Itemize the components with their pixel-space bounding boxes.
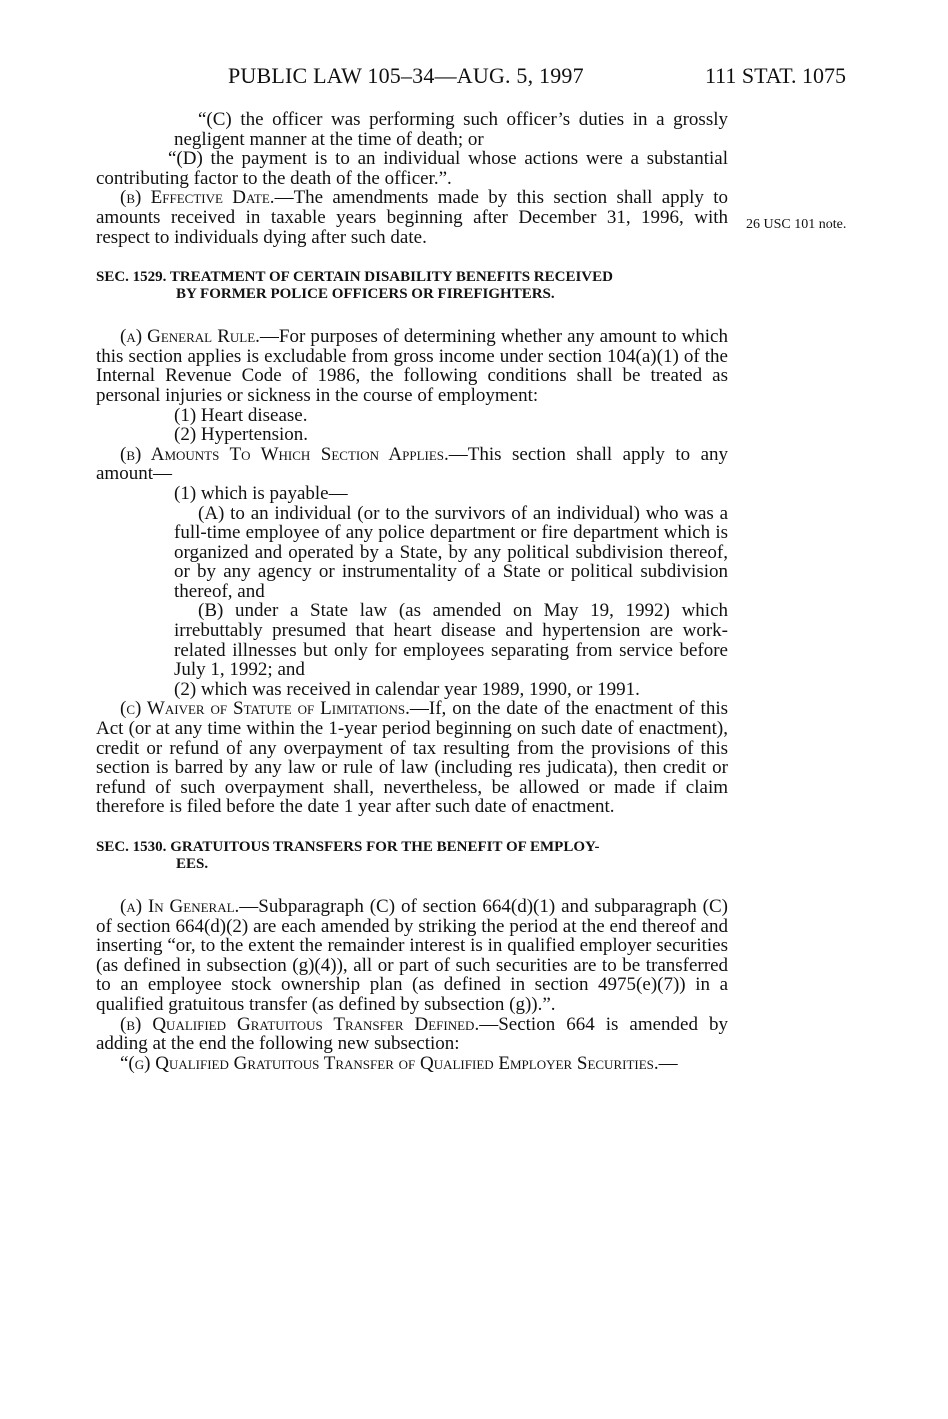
in-general-heading: (a) In General. bbox=[120, 896, 240, 917]
section-1530-title-line-1: GRATUITOUS TRANSFERS FOR THE BENEFIT OF EMPLOY- bbox=[170, 839, 600, 855]
waiver-heading: (c) Waiver of Statute of Limitations. bbox=[120, 698, 410, 720]
amounts-item-2: (2) which was received in calendar year 1989, 1990, or 1991. bbox=[174, 678, 640, 700]
section-1530-heading bbox=[96, 839, 728, 873]
amounts-paragraph bbox=[96, 445, 728, 484]
amounts-item-1b: (B) under a State law (as amended on May 19, 1992) which irrebuttably presumed that heart disease and hypertension are work-related illnesses but only for employees separating from service before July 1, 1992; and bbox=[174, 600, 728, 681]
general-rule-paragraph bbox=[96, 327, 728, 405]
subsection-g-paragraph bbox=[96, 1054, 728, 1074]
subsection-g-heading: “(g) Qualified Gratuitous Transfer of Qualified Employer Securities. bbox=[120, 1052, 659, 1074]
page-statute-number: 111 STAT. 1075 bbox=[705, 63, 847, 88]
effective-date-paragraph bbox=[96, 188, 728, 247]
running-header: PUBLIC LAW 105–34—AUG. 5, 1997 bbox=[228, 63, 584, 88]
subsection-g-text: — bbox=[658, 1052, 678, 1074]
section-1529-title-line-2: BY FORMER POLICE OFFICERS OR FIREFIGHTERS. bbox=[176, 286, 555, 303]
amounts-heading: (b) Amounts To Which Section Applies. bbox=[120, 443, 449, 465]
section-1530-title-line-2: EES. bbox=[176, 856, 209, 872]
paragraph-d: “(D) the payment is to an individual whose actions were a substantial contributing factor to the death of the officer.”. bbox=[96, 148, 728, 189]
qualified-transfer-text: —Section 664 is amended by adding at the end the following new subsection: bbox=[96, 1013, 728, 1055]
in-general-text: —Subparagraph (C) of section 664(d)(1) and subparagraph (C) of section 664(d)(2) are each amended by striking the period at the end thereof and inserting “or, to the extent the remainder interest is in qualified employer securities (as defined in subsection (g)(4)), all or part of such securities are to be transferred to an employee stock ownership plan (as defined in section 4975(e)(7)) in a qualified gratuitous transfer (as defined by subsection (g)).”. bbox=[96, 896, 728, 1015]
general-rule-text: —For purposes of determining whether any amount to which this section applies is excludable from gross income under section 104(a)(1) of the Internal Revenue Code of 1986, the following conditions shall be treated as personal injuries or sickness in the course of employment: bbox=[96, 326, 728, 406]
in-general-paragraph bbox=[96, 897, 728, 1015]
qualified-transfer-heading: (b) Qualified Gratuitous Transfer Defined. bbox=[120, 1013, 480, 1035]
waiver-paragraph bbox=[96, 699, 728, 817]
margin-note: 26 USC 101 note. bbox=[746, 217, 847, 232]
effective-date-heading: (b) Effective Date. bbox=[120, 187, 275, 209]
section-1529-title-line-1: TREATMENT OF CERTAIN DISABILITY BENEFITS RECEIVED bbox=[169, 269, 613, 286]
paragraph-c: “(C) the officer was performing such officer’s duties in a grossly negligent manner at the time of death; or bbox=[174, 109, 728, 150]
amounts-text: —This section shall apply to any amount— bbox=[96, 443, 728, 485]
effective-date-text: —The amendments made by this section shall apply to amounts received in taxable years beginning after December 31, 1996, with respect to individuals dying after such date. bbox=[96, 187, 729, 248]
qualified-transfer-paragraph bbox=[96, 1015, 728, 1054]
body-text bbox=[96, 110, 728, 1073]
section-1529-number: SEC. 1529. bbox=[96, 269, 167, 286]
amounts-item-1a: (A) to an individual (or to the survivors of an individual) who was a full-time employee of any police department or fire department which is organized and operated by a State, by any political subdivision thereof, or by any agency or instrumentality of a State or political subdivision thereof, and bbox=[174, 502, 728, 602]
section-1530-number: SEC. 1530. bbox=[96, 839, 167, 855]
general-rule-heading: (a) General Rule. bbox=[120, 326, 260, 348]
section-1529-heading bbox=[96, 269, 728, 303]
condition-item-2: (2) Hypertension. bbox=[174, 424, 309, 446]
waiver-text: —If, on the date of the enactment of this Act (or at any time within the 1-year period beginning on such date of enactment), credit or refund of any overpayment of tax resulting from the provisions of this section is barred by any law or rule of law (including res judicata), then credit or refund of such overpayment shall, nevertheless, be allowed or made if claim therefore is filed before the date 1 year after such date of enactment. bbox=[96, 698, 728, 818]
amounts-item-1: (1) which is payable— bbox=[174, 482, 348, 504]
condition-item-1: (1) Heart disease. bbox=[174, 404, 308, 426]
